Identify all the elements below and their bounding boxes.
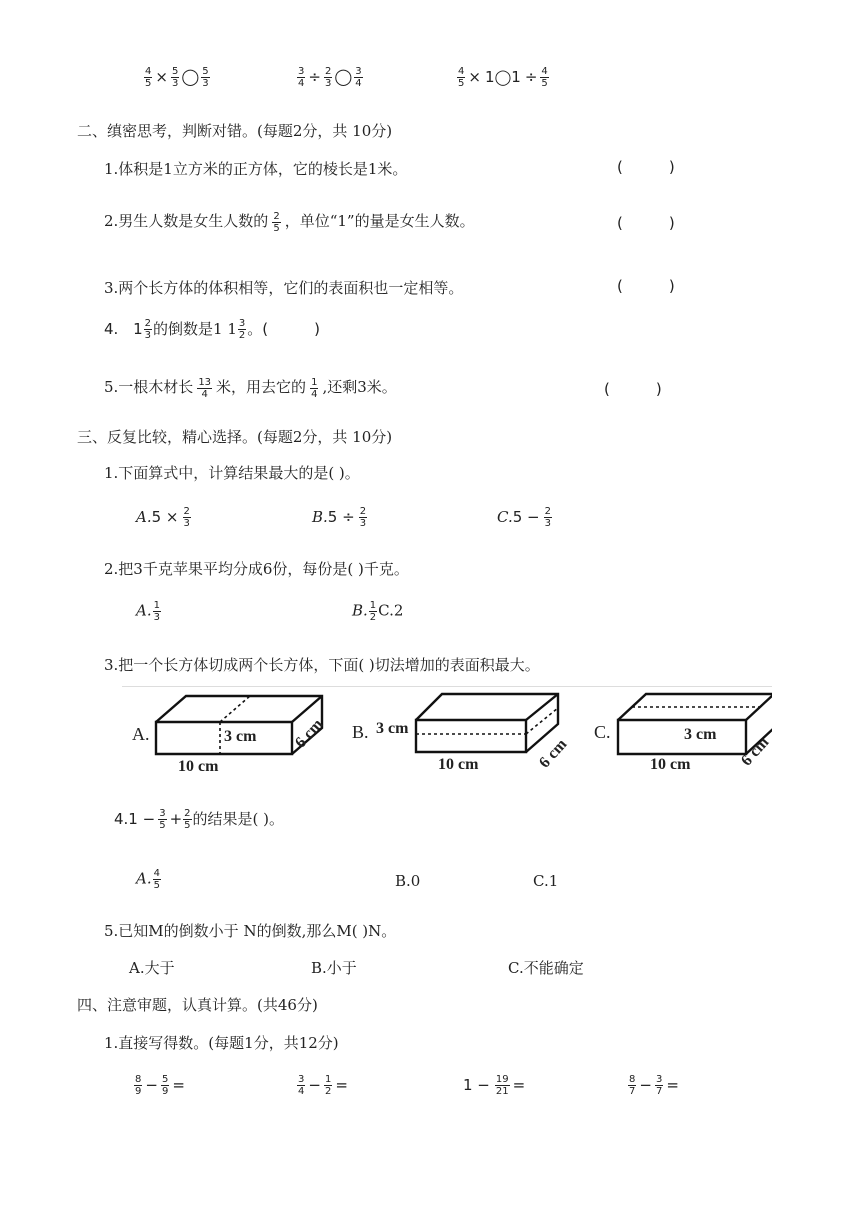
numerator: 8 xyxy=(629,1074,636,1085)
numerator: 13 xyxy=(198,376,212,388)
option-label: B. xyxy=(352,601,368,620)
numerator: 3 xyxy=(655,1074,663,1085)
equals-sign: = xyxy=(512,1076,526,1094)
whole-number: 1 − xyxy=(463,1076,490,1094)
numerator: 3 xyxy=(298,66,305,77)
option-label: C. xyxy=(497,508,513,526)
choice-q2-option-a[interactable] xyxy=(136,600,162,623)
paren-open: ( xyxy=(604,380,610,398)
choice-q4-option-c[interactable]: C.1 xyxy=(533,872,559,890)
question-text: 4.1 − xyxy=(114,810,156,828)
question-number: 4. xyxy=(104,320,119,338)
numerator: 3 xyxy=(355,66,362,77)
denominator: 5 xyxy=(153,880,160,891)
denominator: 2 xyxy=(238,330,246,341)
option-label: A. xyxy=(136,508,152,526)
judge-q2 xyxy=(104,210,475,234)
judge-q4 xyxy=(104,318,320,341)
answer-paren[interactable] xyxy=(617,277,675,295)
denominator: 5 xyxy=(541,78,548,89)
answer-paren[interactable] xyxy=(617,214,675,232)
denominator: 4 xyxy=(201,388,208,400)
paren-close: ) xyxy=(668,277,675,295)
denominator: 5 xyxy=(184,820,191,831)
cuboid-c-height: 3 cm xyxy=(684,726,717,743)
numerator: 8 xyxy=(135,1074,142,1085)
cuboid-a-width: 10 cm xyxy=(178,758,219,775)
numerator: 5 xyxy=(171,66,179,77)
compare-circle[interactable]: ◯ xyxy=(334,66,353,86)
paren-open: ( xyxy=(617,158,623,176)
cuboid-b-label: B. xyxy=(352,722,369,742)
question-text: 。( xyxy=(247,320,269,338)
choice-q4 xyxy=(114,808,284,831)
denominator: 4 xyxy=(311,388,318,400)
denominator: 5 xyxy=(159,820,166,831)
cuboid-b-width: 10 cm xyxy=(438,756,479,773)
calc-q1: 1.直接写得数。(每题1分，共12分) xyxy=(104,1034,339,1052)
numerator: 2 xyxy=(184,808,191,819)
operator: + xyxy=(169,810,183,828)
denominator: 3 xyxy=(153,612,160,623)
numerator: 2 xyxy=(359,506,367,517)
numerator: 4 xyxy=(153,868,160,879)
denominator: 3 xyxy=(144,330,152,341)
denominator: 3 xyxy=(202,78,209,89)
denominator: 4 xyxy=(298,1086,305,1097)
operator: − xyxy=(145,1076,158,1094)
cuboid-c-depth: 6 cm xyxy=(738,733,773,770)
numerator: 4 xyxy=(145,66,152,77)
denominator: 5 xyxy=(273,222,280,234)
question-text: 米，用去它的 xyxy=(216,378,307,396)
choice-q4-option-b[interactable]: B.0 xyxy=(395,872,421,890)
compare-item-3 xyxy=(456,66,550,89)
numerator: 19 xyxy=(495,1074,509,1085)
question-text: 的倒数是1 1 xyxy=(153,320,237,338)
numerator: 3 xyxy=(238,318,246,329)
question-text: 的结果是( )。 xyxy=(192,810,285,828)
numerator: 2 xyxy=(144,318,152,329)
choice-q1: 1.下面算式中，计算结果最大的是( )。 xyxy=(104,464,360,482)
operator: × xyxy=(155,67,168,86)
answer-paren[interactable] xyxy=(604,380,662,398)
option-label: A. xyxy=(136,869,152,888)
whole-number: 1 xyxy=(133,320,143,338)
calc-item-3 xyxy=(463,1074,527,1097)
denominator: 3 xyxy=(359,518,367,529)
question-text: 5.一根木材长 xyxy=(104,378,194,396)
numerator: 2 xyxy=(273,210,280,222)
choice-q5-option-c[interactable]: C.不能确定 xyxy=(508,959,584,977)
paren-open: ( xyxy=(617,277,623,295)
operator: ÷ xyxy=(308,67,321,86)
calc-item-2 xyxy=(296,1074,350,1097)
equals-sign: = xyxy=(666,1076,679,1094)
choice-q1-option-c[interactable] xyxy=(497,506,553,529)
cuboid-figure xyxy=(120,686,772,782)
numerator: 2 xyxy=(324,66,332,77)
operator: − xyxy=(639,1076,652,1094)
cuboid-b-height: 3 cm xyxy=(376,720,409,737)
calc-item-1 xyxy=(133,1074,187,1097)
numerator: 2 xyxy=(183,506,190,517)
option-text: 5 − xyxy=(512,508,540,526)
judge-q5 xyxy=(104,376,397,400)
paren-open: ( xyxy=(617,214,623,232)
choice-q1-option-a[interactable] xyxy=(136,506,192,529)
numerator: 4 xyxy=(458,66,465,77)
operator: − xyxy=(308,1076,321,1094)
numerator: 3 xyxy=(159,808,166,819)
choice-q5-option-a[interactable]: A.大于 xyxy=(129,959,175,977)
paren-close: ) xyxy=(655,380,662,398)
choice-q2-option-b[interactable] xyxy=(352,600,403,623)
paren-close: ) xyxy=(314,320,320,338)
choice-q5: 5.已知M的倒数小于 N的倒数,那么M( )N。 xyxy=(104,922,397,940)
denominator: 4 xyxy=(355,78,362,89)
denominator: 9 xyxy=(161,1086,169,1097)
cuboid-a-label: A. xyxy=(132,724,150,744)
denominator: 3 xyxy=(324,78,332,89)
option-text: 5 ÷ xyxy=(327,508,355,526)
paren-close: ) xyxy=(668,214,675,232)
numerator: 1 xyxy=(311,376,318,388)
option-label: A. xyxy=(136,601,152,620)
choice-q2-option-c[interactable]: C.2 xyxy=(378,601,404,620)
equals-sign: = xyxy=(335,1076,348,1094)
choice-q4-option-a[interactable] xyxy=(136,868,162,891)
numerator: 4 xyxy=(541,66,548,77)
choice-q1-option-b[interactable] xyxy=(312,506,368,529)
numerator: 3 xyxy=(298,1074,305,1085)
question-text: ,还剩3米。 xyxy=(322,378,397,396)
cuboid-b[interactable] xyxy=(416,694,558,752)
judge-q3: 3.两个长方体的体积相等，它们的表面积也一定相等。 xyxy=(104,279,464,297)
cuboid-c-label: C. xyxy=(594,722,611,742)
denominator: 3 xyxy=(171,78,179,89)
denominator: 5 xyxy=(458,78,465,89)
numerator: 1 xyxy=(369,600,377,611)
denominator: 9 xyxy=(135,1086,142,1097)
option-label: B. xyxy=(312,508,328,526)
compare-item-2 xyxy=(296,66,364,89)
compare-circle[interactable]: ◯ xyxy=(181,66,200,86)
cuboid-a-height: 3 cm xyxy=(224,728,257,745)
denominator: 2 xyxy=(369,612,377,623)
judge-q1: 1.体积是1立方米的正方体，它的棱长是1米。 xyxy=(104,160,408,178)
numerator: 2 xyxy=(544,506,551,517)
numerator: 1 xyxy=(153,600,160,611)
choice-q2: 2.把3千克苹果平均分成6份，每份是( )千克。 xyxy=(104,560,409,578)
question-text: ，单位“1”的量是女生人数。 xyxy=(284,212,475,230)
option-text: 5 × xyxy=(151,508,179,526)
numerator: 5 xyxy=(161,1074,169,1085)
denominator: 3 xyxy=(544,518,551,529)
paren-close: ) xyxy=(668,158,675,176)
denominator: 7 xyxy=(655,1086,663,1097)
equals-sign: = xyxy=(172,1076,185,1094)
operator: ÷ xyxy=(524,67,538,86)
numerator: 5 xyxy=(202,66,209,77)
denominator: 2 xyxy=(324,1086,332,1097)
question-text: 2.男生人数是女生人数的 xyxy=(104,212,269,230)
choice-q3: 3.把一个长方体切成两个长方体，下面( )切法增加的表面积最大。 xyxy=(104,656,540,674)
section-4-title: 四、注意审题，认真计算。(共46分) xyxy=(77,996,318,1014)
denominator: 5 xyxy=(145,78,152,89)
compare-item-1 xyxy=(143,66,211,89)
section-2-title: 二、缜密思考，判断对错。(每题2分，共 10分) xyxy=(77,122,393,140)
compare-circle[interactable]: 1◯1 xyxy=(484,67,521,86)
section-3-title: 三、反复比较，精心选择。(每题2分，共 10分) xyxy=(77,428,393,446)
denominator: 3 xyxy=(183,518,190,529)
choice-q5-option-b[interactable]: B.小于 xyxy=(311,959,357,977)
denominator: 21 xyxy=(495,1086,509,1097)
calc-item-4 xyxy=(627,1074,681,1097)
denominator: 7 xyxy=(629,1086,636,1097)
cuboid-b-depth: 6 cm xyxy=(536,735,571,772)
answer-paren[interactable] xyxy=(617,158,675,176)
numerator: 1 xyxy=(324,1074,332,1085)
cuboid-a-depth: 6 cm xyxy=(292,715,327,752)
cuboid-c-width: 10 cm xyxy=(650,756,691,773)
operator: × xyxy=(468,67,481,86)
denominator: 4 xyxy=(298,78,305,89)
